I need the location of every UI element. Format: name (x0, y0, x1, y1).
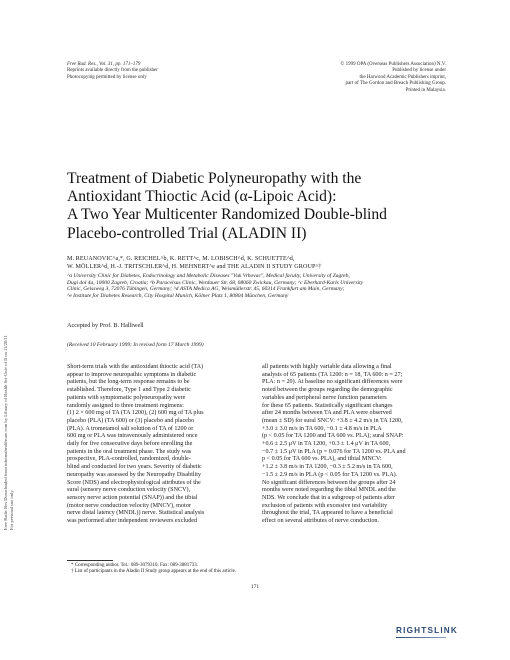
page-number: 171 (250, 584, 260, 590)
abstract-line: sural (sensory nerve conduction velocity (SNCV), (67, 487, 191, 494)
abstract-line: patients with symptomatic polyneuropathy were (67, 394, 186, 401)
abstract-line: throughout the trial, TA appeared to have a beneficial (262, 510, 393, 517)
abstract-line: all patients with highly variable data allowing a final (262, 364, 392, 370)
footnote-corresponding-author: * Corresponding author. Tel.: 089-3079310. Fax: 089-3081733. (71, 563, 199, 568)
received-dates: (Received 10 February 1999; In revised form 17 March 1999) (67, 342, 204, 348)
abstract-line: (1) 2 × 600 mg of TA (TA 1200), (2) 600 mg of TA plus (67, 410, 204, 417)
author-line: M. REUANOVIC^a,*, G. REICHEL^b, K. RETT^c, M. LOBISCH^d, K. SCHUETTE^d, (67, 256, 295, 262)
affiliation-line: ^e Institute for Diabetes Research, City Hospital Munich, Kölner Platz 1, 80804 München, Germany (67, 292, 289, 299)
abstract-line: p < 0.05 for TA 600 vs. PLA), and tibial MNCV: (262, 456, 382, 463)
abstract-line: No significant differences between the groups after 24 (262, 479, 396, 486)
photocopy-note: Photocopying permitted by license only (67, 74, 147, 80)
abstract-line: (p < 0.05 for TA 1200 and TA 600 vs. PLA); sural SNAP: (262, 433, 404, 440)
rightslink-logo[interactable]: RIGHTSLINK (396, 626, 459, 635)
abstract-line: neuropathy was assessed by the Neuropathy Disability (67, 471, 202, 478)
abstract-line: appear to improve neuropathic symptoms in diabetic (67, 371, 197, 378)
abstract-line: −1.5 ± 2.9 m/s in PLA (p < 0.05 for TA 1200 vs. PLA). (262, 471, 398, 478)
affiliations (67, 273, 447, 299)
author-line: W. MÖLLER^d, H.-J. TRITSCHLER^d, H. MEHNERT^e and THE ALADIN II STUDY GROUP^† (67, 264, 322, 271)
abstract-line: +1.2 ± 3.8 m/s in TA 1200, −0.3 ± 5.2 m/s in TA 600, (262, 464, 393, 471)
abstract-column-left (67, 364, 251, 526)
title-line: Placebo-controlled Trial (ALADIN II) (67, 224, 307, 242)
reprint-note: Reprints available directly from the publisher (67, 68, 158, 74)
abstract-line: blind and conducted for two years. Severity of diabetic (67, 464, 202, 471)
copyright-line: © 1999 OPA (Overseas Publishers Association) N.V. (340, 62, 446, 67)
abstract-line: analysis of 65 patients (TA 1200: n = 18, TA 600: n = 27; (262, 371, 403, 378)
rightslink-logo-stripe (396, 637, 446, 638)
title-line: Treatment of Diabetic Polyneuropathy with the (67, 170, 362, 187)
article-title (67, 170, 427, 243)
abstract-line: Score (NDS) and electrophysiological attributes of the (67, 479, 201, 486)
title-line: A Two Year Multicenter Randomized Double-blind (67, 206, 387, 224)
abstract-line: −0.7 ± 1.5 μV in PLA (p = 0.076 for TA 1200 vs. PLA and (262, 448, 406, 455)
footnotes (67, 563, 447, 575)
author-list (67, 255, 447, 271)
journal-citation: Free Rad. Res., Vol. 31, pp. 171–179 (67, 62, 141, 67)
footnote-study-group: † List of participants in the Aladin II Study group appears at the end of this article. (71, 569, 237, 575)
affiliation-line: Clinic, Geissweg 3, 72076 Tübingen, Germany; ^d ASTA Medica AG, Weismüllerstr. 45, 60314 Frankfurt am Main, Germany; (67, 286, 345, 292)
abstract-line: placebo (PLA) (TA 600) or (3) placebo and placebo (67, 417, 195, 424)
abstract-line: sensory nerve action potential (SNAP)) and the tibial (67, 494, 198, 501)
accepted-by: Accepted by Prof. B. Halliwell (67, 322, 144, 329)
publisher-line: Printed in Malaysia. (405, 87, 446, 93)
abstract-line: (PLA). A trometamol salt solution of TA of 1200 or (67, 425, 194, 432)
publisher-line: the Harwood Academic Publishers imprint, (359, 74, 446, 80)
abstract-line: Short-term trials with the antioxidant thioctic acid (TA) (67, 364, 204, 370)
abstract-line: NDS. We conclude that in a subgroup of patients after (262, 494, 395, 501)
abstract-line: +0.6 ± 2.5 μV in TA 1200, +0.3 ± 1.4 μV in TA 600, (262, 441, 391, 448)
abstract-line: was performed after independent reviewers excluded (67, 518, 198, 525)
abstract-line: nerve distal latency (MNDL)) nerve. Statistical analysis (67, 510, 205, 517)
abstract-line: (mean ± SD) for sural SNCV: +3.8 ± 4.2 m/s in TA 1200, (262, 417, 403, 424)
abstract-line: 600 mg or PLA was intravenously administered once (67, 433, 198, 440)
download-stamp (2, 90, 16, 530)
journal-header (67, 62, 227, 81)
footnote-divider (67, 560, 113, 561)
abstract-line: randomly assigned to three treatment regimens: (67, 402, 184, 409)
abstract-line: exclusion of patients with excessive test variability (262, 502, 388, 509)
abstract-line: (motor nerve conduction velocity (MNCV), motor (67, 502, 191, 509)
download-stamp-line: Free Radic Res Downloaded from informahealthcare.com by Library of Health Sci-Univ of Il on 11/20/11 (3, 335, 8, 530)
abstract-line: patients, but the long-term response remains to be (67, 379, 190, 386)
abstract-line: effect on several attributes of nerve conduction. (262, 518, 380, 525)
publisher-header (290, 62, 446, 94)
abstract-column-right (262, 364, 446, 526)
abstract-line: noted between the groups regarding the demographic (262, 387, 393, 394)
abstract-line: daily for five consecutive days before enrolling the (67, 441, 193, 448)
abstract-line: patients in the oral treatment phase. The study was (67, 448, 192, 455)
abstract-line: prospective, PLA-controlled, randomized, double- (67, 456, 191, 463)
publisher-line: part of The Gordon and Breach Publishing Group. (345, 81, 446, 87)
affiliation-line: ^a University Clinic for Diabetes, Endocrinology and Metabolic Diseases "Vuk Vrhovac", Medical faculty, University of Zagreb, (67, 273, 350, 279)
abstract-line: for these 65 patients. Statistically significant changes (262, 402, 393, 409)
title-line: Antioxidant Thioctic Acid (α-Lipoic Acid): (67, 188, 337, 206)
affiliation-line: Dugi dol 4a, 10000 Zagreb, Croatia; ^b Paracelsus Clinic, Werdauer Str. 68, 08060 Zwickau, Germany; ^c Eberhard-Karls University (67, 279, 364, 286)
publisher-line: Published by license under (392, 68, 446, 74)
abstract-line: after 24 months between TA and PLA were observed (262, 410, 392, 417)
abstract-line: PLA: n = 20). At baseline no significant differences were (262, 379, 403, 386)
abstract-line: months were noted regarding the tibial MNDL and the (262, 487, 396, 494)
abstract-line: established. Therefore, Type 1 and Type 2 diabetic (67, 387, 191, 394)
download-stamp-line: For personal use only. (9, 489, 14, 530)
abstract-line: +3.0 ± 3.0 m/s in TA 600, −0.1 ± 4.8 m/s in PLA (262, 425, 382, 432)
abstract-line: variables and peripheral nerve function parameters (262, 394, 387, 401)
